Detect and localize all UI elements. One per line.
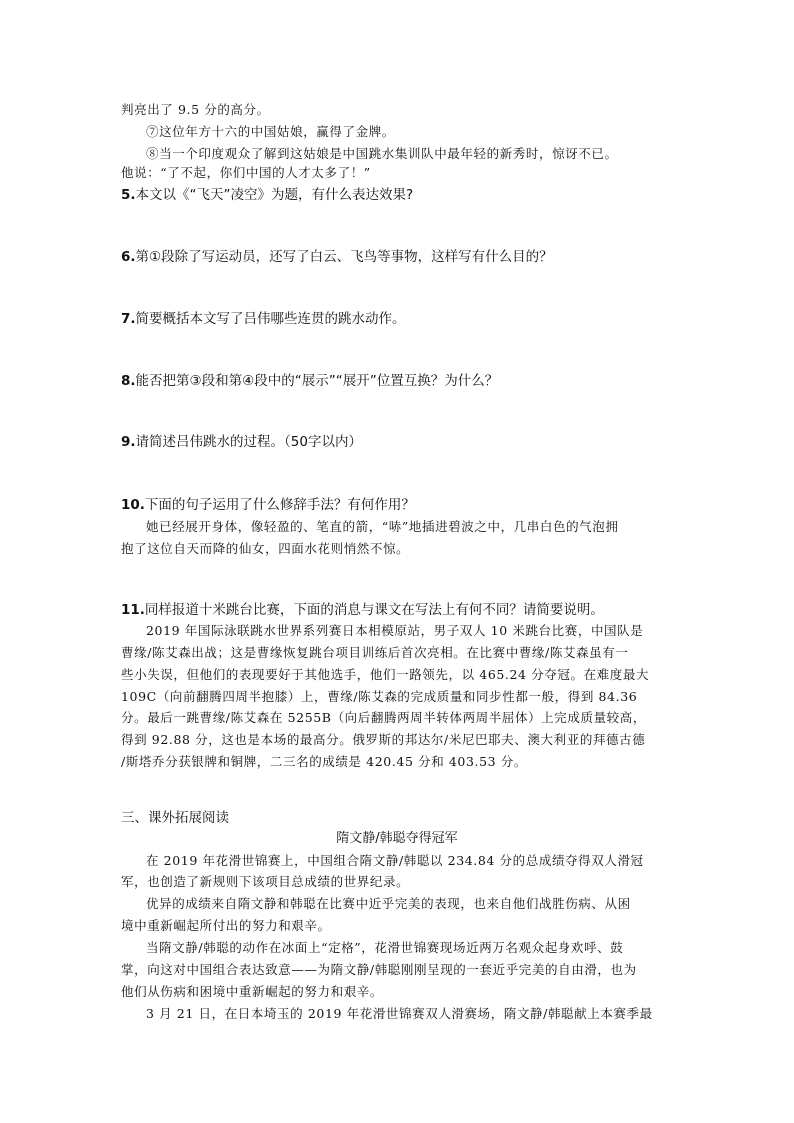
question-text: 请简述吕伟跳水的过程。（50字以内） xyxy=(135,434,362,450)
q11-passage-line-1: 2019 年国际泳联跳水世界系列赛日本相模原站，男子双人 10 米跳台比赛，中国队是 xyxy=(146,623,644,638)
question-number: 8. xyxy=(121,373,136,389)
question-9 xyxy=(121,430,362,450)
q11-passage-line-3: 些小失误，但他们的表现要好于其他选手，他们一路领先，以 465.24 分夺冠。在难度最大 xyxy=(121,667,650,682)
question-number: 6. xyxy=(121,249,136,265)
question-7 xyxy=(121,307,406,327)
q11-passage-line-5: 分。最后一跳曹缘/陈艾森在 5255B（向后翻腾两周半转体两周半屈体）上完成质量较高， xyxy=(121,710,646,725)
question-10 xyxy=(121,493,415,513)
article-line-3: 优异的成绩来自隋文静和韩聪在比赛中近乎完美的表现，也来自他们战胜伤病、从困 xyxy=(146,896,631,911)
q11-passage-line-2: 曹缘/陈艾森出战；这是曹缘恢复跳台项目训练后首次亮相。在比赛中曹缘/陈艾森虽有一 xyxy=(121,645,629,660)
intro-line-3: ⑧当一个印度观众了解到这姑娘是中国跳水集训队中最年轻的新秀时，惊讶不已。 xyxy=(146,146,618,161)
question-number: 10. xyxy=(121,497,145,513)
article-title: 隋文静/韩聪夺得冠军 xyxy=(336,831,458,846)
question-number: 7. xyxy=(121,311,136,327)
q11-passage-line-7: /斯塔乔分获银牌和铜牌，二三名的成绩是 420.45 分和 403.53 分。 xyxy=(121,754,527,769)
q11-passage-line-6: 得到 92.88 分，这也是本场的最高分。俄罗斯的邦达尔/米尼巴耶夫、澳大利亚的拜德古德 xyxy=(121,732,646,747)
q10-passage-line-2: 抱了这位自天而降的仙女，四面水花则悄然不惊。 xyxy=(121,541,410,556)
question-11 xyxy=(121,598,604,618)
question-text: 下面的句子运用了什么修辞手法？有何作用？ xyxy=(144,497,415,513)
question-text: 能否把第③段和第④段中的“展示”“展开”位置互换？为什么？ xyxy=(135,373,499,389)
article-line-1: 在 2019 年花滑世锦赛上，中国组合隋文静/韩聪以 234.84 分的总成绩夺得双人滑冠 xyxy=(146,853,644,868)
question-text: 本文以《“飞天”凌空》为题，有什么表达效果? xyxy=(135,187,414,203)
article-line-7: 他们从伤病和困境中重新崛起的努力和艰辛。 xyxy=(121,984,384,999)
question-6 xyxy=(121,245,553,265)
article-line-8: 3 月 21 日，在日本埼玉的 2019 年花滑世锦赛双人滑赛场，隋文静/韩聪献上本赛季最 xyxy=(146,1006,653,1021)
article-line-4: 境中重新崛起所付出的努力和艰辛。 xyxy=(121,918,331,933)
q10-passage-line-1: 她已经展开身体，像轻盈的、笔直的箭，“哧”地插进碧波之中，几串白色的气泡拥 xyxy=(146,519,619,534)
intro-line-4: 他说：“了不起，你们中国的人才太多了！” xyxy=(121,165,371,180)
article-line-6: 掌，向这对中国组合表达致意——为隋文静/韩聪刚刚呈现的一套近乎完美的自由滑，也为 xyxy=(121,962,637,977)
question-number: 9. xyxy=(121,434,136,450)
article-line-5: 当隋文静/韩聪的动作在冰面上“定格”，花滑世锦赛现场近两万名观众起身欢呼、鼓 xyxy=(146,940,624,955)
question-5 xyxy=(121,183,413,203)
question-number: 11. xyxy=(121,602,145,618)
question-8 xyxy=(121,369,498,389)
intro-line-1: 判亮出了 9.5 分的高分。 xyxy=(121,102,270,117)
question-number: 5. xyxy=(121,187,136,203)
intro-line-2: ⑦这位年方十六的中国姑娘，赢得了金牌。 xyxy=(146,124,395,139)
question-text: 同样报道十米跳台比赛，下面的消息与课文在写法上有何不同？请简要说明。 xyxy=(144,602,604,618)
article-line-2: 军，也创造了新规则下该项目总成绩的世界纪录。 xyxy=(121,874,410,889)
section-heading: 三、课外拓展阅读 xyxy=(121,810,229,826)
question-text: 简要概括本文写了吕伟哪些连贯的跳水动作。 xyxy=(135,311,406,327)
question-text: 第①段除了写运动员，还写了白云、飞鸟等事物，这样写有什么目的？ xyxy=(135,249,553,265)
q11-passage-line-4: 109C（向前翻腾四周半抱膝）上，曹缘/陈艾森的完成质量和同步性都一般，得到 84.36 xyxy=(121,689,638,704)
